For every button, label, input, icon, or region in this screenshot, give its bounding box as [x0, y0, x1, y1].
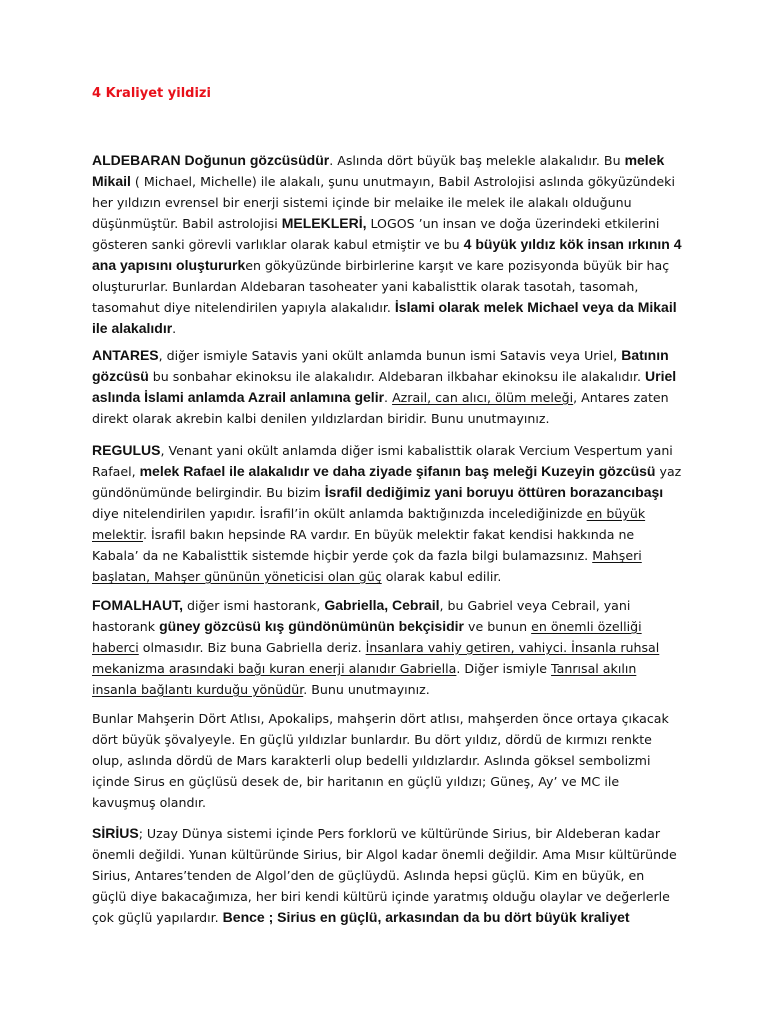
- body-text: . Bunu unutmayınız.: [303, 682, 430, 697]
- bold-text: melek Rafael ile alakalıdır ve daha ziyade şifanın baş meleği Kuzeyin gözcüsü: [139, 463, 656, 479]
- underlined-text: en önemli özelliği haberci: [92, 619, 642, 655]
- body-text: , bu Gabriel veya Cebrail, yani hastorank: [92, 598, 631, 634]
- body-text: ve bunun: [464, 619, 532, 634]
- body-text: en gökyüzünde birbirlerine karşıt ve kare pozisyonda büyük bir haç oluştururlar. Bunlardan Aldebaran tasoheater yani kabalisttik olarak tasotah, tasomah, tasomahut diye nitelendirilen yapıyla alakalıdır.: [92, 258, 670, 315]
- bold-text: güney gözcüsü kış gündönümünün bekçisidir: [159, 618, 464, 634]
- paragraph-fomalhaut: [92, 595, 682, 700]
- paragraph-mahser: [92, 708, 682, 813]
- body-text: ( Michael, Michelle) ile alakalı, şunu unutmayın, Babil Astrolojisi aslında gökyüzündeki her yıldızın evrensel bir enerji sistemi içinde bir melaike ile melek ile alakalı olduğunu düşünmüştür. Babil astrolojisi: [92, 174, 675, 231]
- bold-text: Uriel aslında İslami anlamda Azrail anlamına gelir: [92, 368, 677, 405]
- bold-text: İslami olarak melek Michael veya da Mikail ile alakalıdır: [92, 299, 677, 336]
- underlined-text: Azrail, can alıcı, ölüm meleği: [392, 390, 574, 405]
- body-text: , Venant yani okült anlamda diğer ismi kabalisttik olarak Vercium Vespertum yani Rafael,: [92, 443, 673, 479]
- body-text: olmasıdır. Biz buna Gabriella deriz.: [138, 640, 366, 655]
- bold-text: REGULUS: [92, 442, 161, 458]
- bold-text: SİRİUS: [92, 825, 139, 841]
- body-text: .: [172, 321, 177, 336]
- body-text: , diğer ismiyle Satavis yani okült anlamda bunun ismi Satavis veya Uriel,: [158, 348, 622, 363]
- body-text: ; Uzay Dünya sistemi içinde Pers forklorü ve kültüründe Sirius, bir Aldeberan kadar önemli değildi. Yunan kültüründe Sirius, bir Algol kadar önemli değildir. Ama Mısır kültüründe Sirius, Antares’tenden de Algol’den de güçlüydü. Aslında hepsi güçlü. Kim en büyük, en güçlü diye bakacağımıza, her biri kendi kültürü içinde yaratmış olduğu olaylar ve değerlerle çok güçlü yapılardır.: [92, 826, 677, 925]
- body-text: yaz gündönümünde belirgindir. Bu bizim: [92, 464, 682, 500]
- paragraph-regulus: [92, 440, 682, 587]
- underlined-text: Mahşeri başlatan, Mahşer gününün yöneticisi olan güç: [92, 548, 642, 584]
- bold-text: İsrafil dediğimiz yani boruyu öttüren borazancıbaşı: [324, 484, 664, 500]
- bold-text: Bence ; Sirius en güçlü, arkasından da bu dört büyük kraliyet: [222, 909, 630, 925]
- body-text: . Diğer ismiyle: [456, 661, 552, 676]
- bold-text: melek Mikail: [92, 152, 665, 189]
- bold-text: 4 büyük yıldız kök insan ırkının 4 ana yapısını oluştururk: [92, 236, 682, 273]
- bold-text: Batının gözcüsü: [92, 347, 669, 384]
- body-text: . Aslında dört büyük baş melekle alakalıdır. Bu: [329, 153, 625, 168]
- body-text: Bunlar Mahşerin Dört Atlısı, Apokalips, mahşerin dört atlısı, mahşerden önce ortaya çıkacak dört büyük şövalyeyle. En güçlü yıldızlar bunlardır. Bu dört yıldız, dördü de kırmızı renkte olup, aslında dördü de Mars karakterli olup bedelli yıldızlardır. Aslında göksel sembolizmi içinde Sirus en güçlüsü desek de, bir haritanın en güçlü yıldızı; Güneş, Ay’ ve MC ile kavuşmuş olandır.: [92, 711, 669, 810]
- bold-text: FOMALHAUT,: [92, 597, 183, 613]
- underlined-text: İnsanlara vahiy getiren, vahiyci. İnsanla ruhsal mekanizma arasındaki bağı kuran enerji alanıdır Gabriella: [92, 640, 660, 676]
- bold-text: Gabriella, Cebrail: [324, 597, 440, 613]
- bold-text: MELEKLERİ,: [281, 215, 367, 231]
- body-text: olarak kabul edilir.: [381, 569, 502, 584]
- body-text: diğer ismi hastorank,: [183, 598, 325, 613]
- body-text: LOGOS ’un insan ve doğa üzerindeki etkilerini gösteren sanki görevli varlıklar olarak kabul etmiştir ve bu: [92, 216, 660, 252]
- paragraph-antares: [92, 345, 682, 429]
- paragraph-sirius: [92, 823, 682, 928]
- underlined-text: en büyük melektir: [92, 506, 646, 542]
- bold-text: ALDEBARAN Doğunun gözcüsüdür: [92, 152, 330, 168]
- body-text: .: [384, 390, 393, 405]
- body-text: bu sonbahar ekinoksu ile alakalıdır. Aldebaran ilkbahar ekinoksu ile alakalıdır.: [148, 369, 646, 384]
- body-text: , Antares zaten direkt olarak akrebin kalbi denilen yıldızlardan biridir. Bunu unutmayınız.: [92, 390, 669, 426]
- body-text: diye nitelendirilen yapıdır. İsrafil’in okült anlamda baktığınızda incelediğinizde: [92, 506, 587, 521]
- page-title: 4 Kraliyet yildizi: [92, 86, 211, 101]
- paragraph-aldebaran: [92, 150, 682, 339]
- bold-text: ANTARES: [92, 347, 159, 363]
- body-text: . İsrafil bakın hepsinde RA vardır. En büyük melektir fakat kendisi hakkında ne Kabala’ da ne Kabalisttik sistemde hiçbir yerde çok da fazla bilgi bulamazsınız.: [92, 527, 635, 563]
- underlined-text: Tanrısal akılın insanla bağlantı kurduğu yönüdür: [92, 661, 637, 697]
